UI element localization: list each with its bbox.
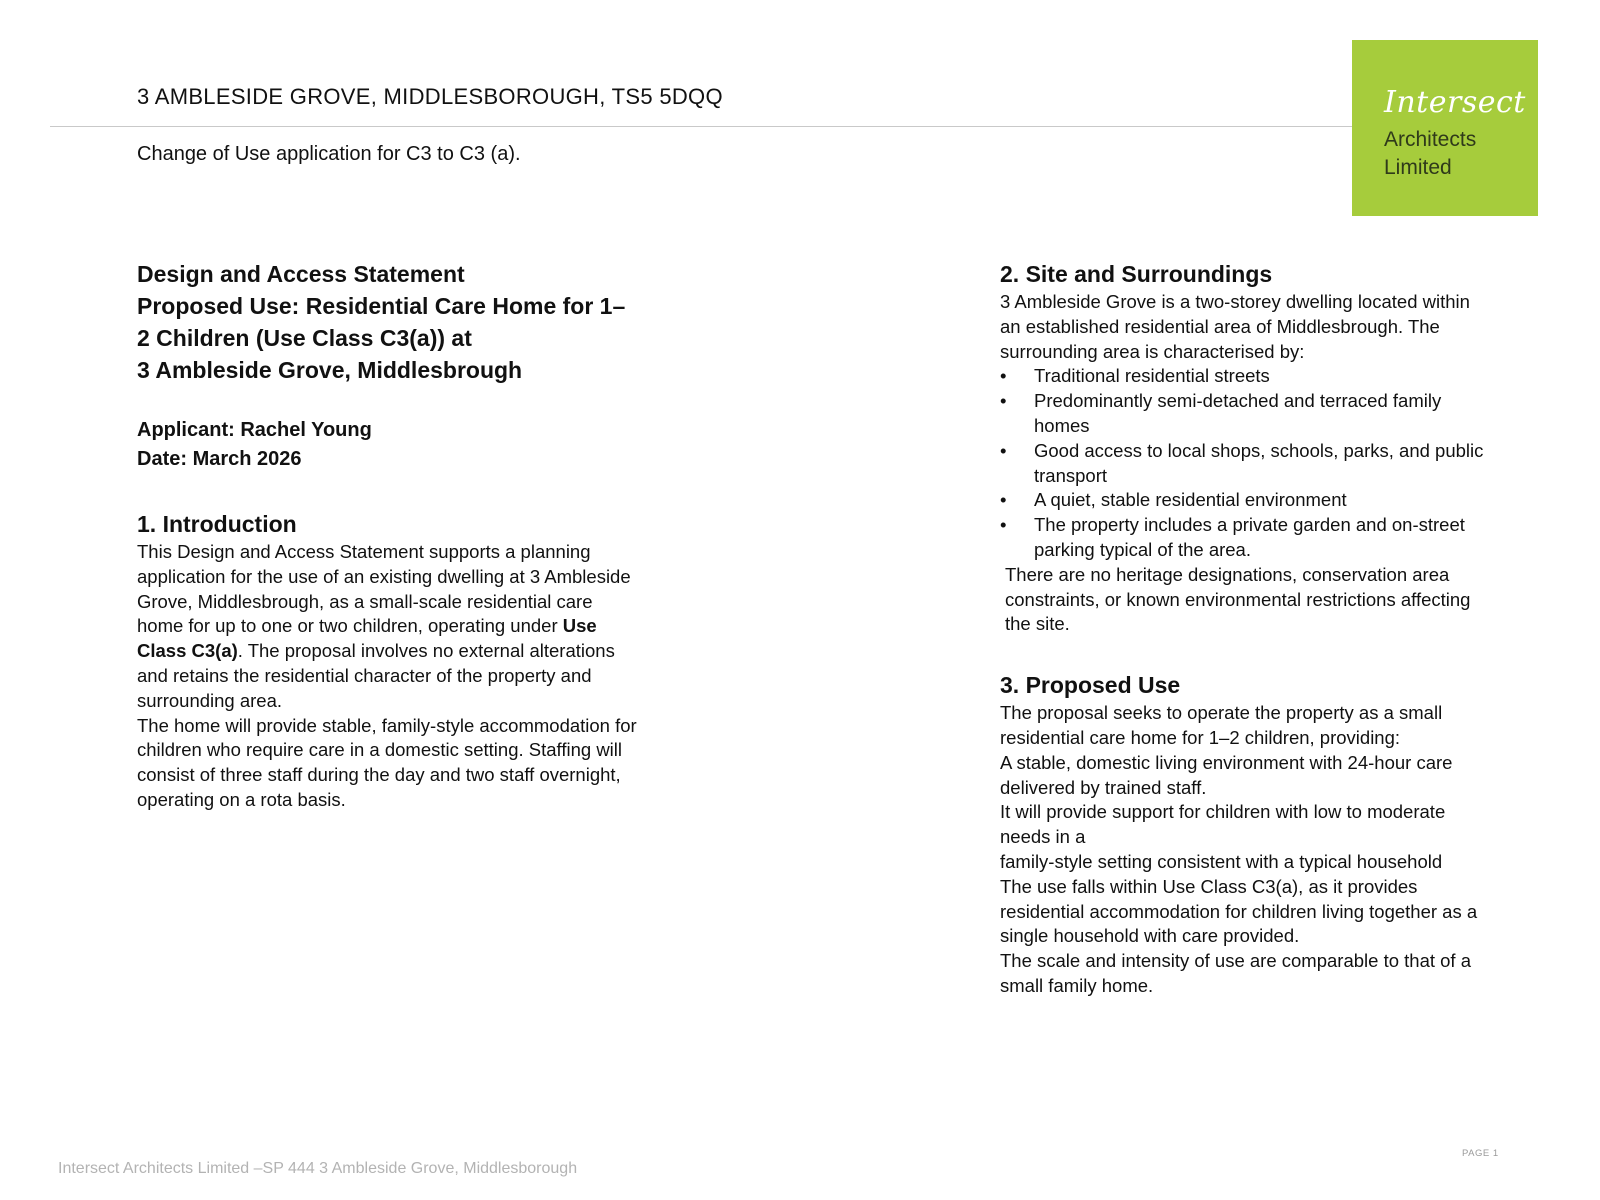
right-column [1000,258,1490,999]
site-intro: 3 Ambleside Grove is a two-storey dwelling located within an established residential area of Middlesbrough. The surrounding area is characterised by: [1000,291,1470,362]
intro-text: . The proposal involves no external alterations and retains the residential character of the property and surrounding area. [137,640,615,711]
proposed-paragraph: It will provide support for children with low to moderate needs in a [1000,801,1446,848]
proposed-paragraph: family-style setting consistent with a typical household [1000,850,1443,872]
proposed-paragraph: A stable, domestic living environment with 24-hour care delivered by trained staff. [1000,751,1453,798]
page-number: PAGE 1 [1462,1148,1499,1159]
applicant: Applicant: Rachel Young [137,419,372,441]
application-subtitle: Change of Use application for C3 to C3 (a). [137,143,521,165]
proposed-paragraph: The scale and intensity of use are comparable to that of a small family home. [1000,950,1472,996]
title-line: 2 Children (Use Class C3(a)) at [137,325,472,351]
document-title [137,258,637,386]
title-line: 3 Ambleside Grove, Middlesbrough [137,357,523,383]
proposed-paragraph: The use falls within Use Class C3(a), as it provides residential accommodation for children living together as a single household with care provided. [1000,875,1478,947]
proposed-use-heading: 3. Proposed Use [1000,672,1181,699]
list-item: • A quiet, stable residential environment [1000,488,1490,513]
header-divider [50,126,1352,127]
list-item: • The property includes a private garden and on-street parking typical of the area. [1000,513,1490,563]
document-date: Date: March 2026 [137,448,302,470]
site-closing: There are no heritage designations, conservation area constraints, or known environmental restrictions affecting the site. [1005,563,1471,635]
title-line: Design and Access Statement [137,261,465,287]
introduction-paragraph-2: The home will provide stable, family-style accommodation for children who require care in a domestic setting. Staffing will consist of three staff during the day and two staff overnight, operating on a rota basis. [137,714,637,810]
use-class-emphasis: Use Class C3(a) [137,615,597,662]
intro-text: This Design and Access Statement supports a planning application for the use of an existing dwelling at 3 Ambleside Grove, Middlesbrough, as a small-scale residential care home for up to one or two children, operating under [137,541,631,637]
left-column [137,258,637,813]
header-address: 3 AMBLESIDE GROVE, MIDDLESBOROUGH, TS5 5DQQ [137,84,723,109]
document-meta [137,416,637,474]
proposed-paragraph: The proposal seeks to operate the property as a small residential care home for 1–2 children, providing: [1000,702,1443,748]
title-line: Proposed Use: Residential Care Home for 1– [137,293,626,319]
logo-wordmark: Intersect [1384,85,1526,120]
footer-text: Intersect Architects Limited –SP 444 3 Ambleside Grove, Middlesborough [58,1160,578,1177]
introduction-heading: 1. Introduction [137,511,297,537]
logo-line-architects: Architects [1384,128,1477,151]
list-item: • Good access to local shops, schools, parks, and public transport [1000,439,1490,489]
list-item: • Traditional residential streets [1000,364,1490,389]
company-logo [1352,40,1538,216]
introduction-paragraph-1 [137,540,637,714]
list-item: • Predominantly semi-detached and terraced family homes [1000,389,1490,439]
logo-line-limited: Limited [1384,156,1452,179]
site-heading: 2. Site and Surroundings [1000,261,1273,287]
site-bullet-list [1000,364,1490,562]
